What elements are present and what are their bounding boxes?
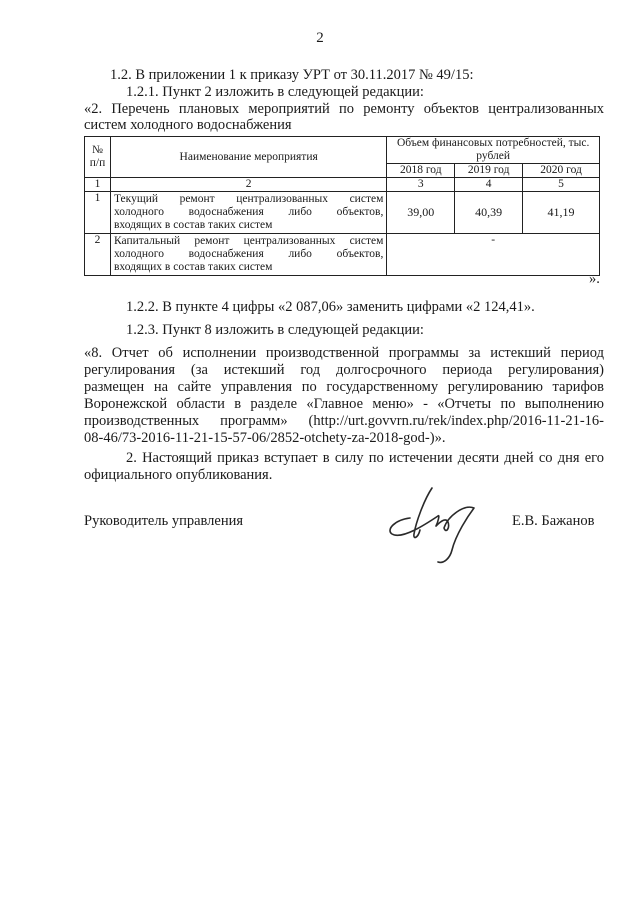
header-num: № п/п — [85, 137, 111, 178]
item-1-2-2: 1.2.2. В пункте 4 цифры «2 087,06» заменить цифрами «2 124,41». — [126, 299, 535, 315]
quote-line-2: систем холодного водоснабжения — [84, 117, 292, 133]
value-2020: 41,19 — [523, 192, 600, 234]
row-num: 1 — [85, 192, 111, 234]
value-2018: 39,00 — [387, 192, 455, 234]
column-number: 4 — [455, 178, 523, 192]
header-year-2019: 2019 год — [455, 164, 523, 178]
point-8-line: 08-46/73-2016-11-21-15-57-06/2852-otchety-za-2018-god-)». — [84, 430, 446, 446]
row-name-line: входящих в состав таких систем — [113, 261, 273, 273]
item-1-2-3: 1.2.3. Пункт 8 изложить в следующей редакции: — [126, 322, 424, 338]
column-number: 3 — [387, 178, 455, 192]
merged-values: - — [387, 234, 600, 276]
point-8-line: Воронежской области в разделе «Главное меню» - «Отчеты по выполнению — [84, 396, 604, 412]
point-8-line: размещен на сайте управления по государственному регулированию тарифов — [84, 379, 604, 395]
page-number: 2 — [316, 30, 324, 46]
column-number: 1 — [85, 178, 111, 192]
paragraph-2-line: 2. Настоящий приказ вступает в силу по истечении десяти дней со дня его — [126, 450, 604, 466]
row-name-line: Текущий ремонт централизованных систем — [113, 193, 384, 205]
value-2019: 40,39 — [455, 192, 523, 234]
row-name — [110, 234, 386, 276]
header-name: Наименование мероприятия — [110, 137, 386, 178]
signatory-name: Е.В. Бажанов — [512, 513, 595, 529]
row-name-line: входящих в состав таких систем — [113, 219, 273, 231]
paragraph-2-line: официального опубликования. — [84, 467, 273, 483]
row-name-line: холодного водоснабжения либо объектов, — [113, 206, 384, 218]
row-name — [110, 192, 386, 234]
signatory-title: Руководитель управления — [84, 513, 244, 529]
header-year-2020: 2020 год — [523, 164, 600, 178]
header-finance: Объем финансовых потребностей, тыс. рублей — [387, 137, 600, 164]
row-name-line: холодного водоснабжения либо объектов, — [113, 248, 384, 260]
point-8-line: производственных программ» (http://urt.govvrn.ru/rek/index.php/2016-11-21-16- — [84, 413, 604, 429]
item-1-2-1: 1.2.1. Пункт 2 изложить в следующей редакции: — [126, 84, 424, 100]
table-row — [85, 234, 600, 276]
quote-line-1: «2. Перечень плановых мероприятий по ремонту объектов централизованных — [84, 101, 604, 117]
table-row — [85, 192, 600, 234]
measures-table — [84, 136, 600, 276]
handwritten-signature — [380, 482, 500, 567]
point-8-line: «8. Отчет об исполнении производственной программы за истекший период — [84, 345, 604, 361]
header-year-2018: 2018 год — [387, 164, 455, 178]
table-closing-quote: ». — [589, 271, 600, 287]
point-8-line: регулирования (за истекший год долгосрочного периода регулирования) — [84, 362, 604, 378]
column-number: 5 — [523, 178, 600, 192]
row-num: 2 — [85, 234, 111, 276]
section-1-2-heading: 1.2. В приложении 1 к приказу УРТ от 30.11.2017 № 49/15: — [110, 67, 474, 83]
column-number: 2 — [110, 178, 386, 192]
row-name-line: Капитальный ремонт централизованных систем — [113, 235, 384, 247]
